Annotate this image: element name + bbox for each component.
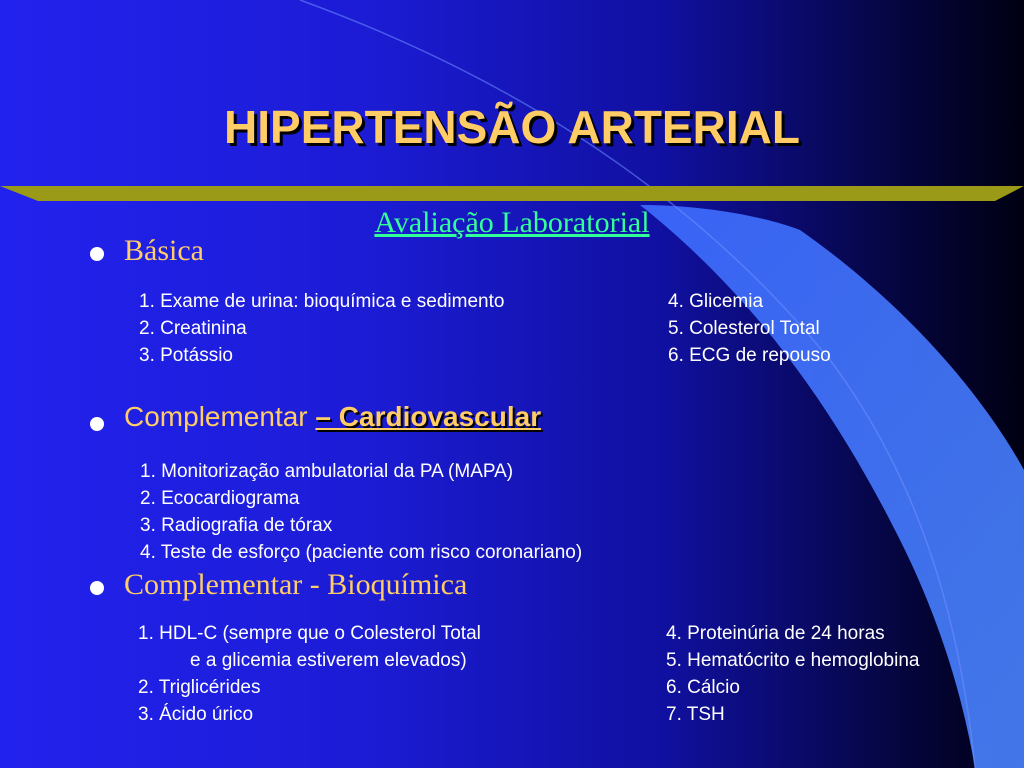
slide-title: HIPERTENSÃO ARTERIAL [224,101,800,153]
list-item: 4. Teste de esforço (paciente com risco coronariano) [140,542,583,563]
list-item: e a glicemia estiverem elevados) [190,650,467,671]
cardiovascular-heading-suffix: – Cardiovascular [315,401,542,432]
slide-subtitle: Avaliação Laboratorial [374,206,650,239]
list-item: 4. Proteinúria de 24 horas [666,623,885,644]
bioquimica-right-list [666,620,919,728]
list-item: 6. Cálcio [666,677,740,698]
list-item: 2. Triglicérides [138,677,261,698]
bullet-icon [90,581,104,595]
section-heading-basica: Básica [124,234,204,267]
list-item: 7. TSH [666,704,725,725]
title-divider-bar [0,186,1024,201]
list-item: 2. Creatinina [139,318,247,339]
list-item: 3. Radiografia de tórax [140,515,333,536]
section-heading-cardiovascular [124,401,541,433]
list-item: 6. ECG de repouso [668,345,831,366]
list-item: 2. Ecocardiograma [140,488,300,509]
cardiovascular-heading-prefix: Complementar [124,401,308,432]
list-item: 3. Potássio [139,345,233,366]
bullet-icon [90,247,104,261]
section-heading-bioquimica: Complementar - Bioquímica [124,568,468,601]
list-item: 1. Monitorização ambulatorial da PA (MAPA) [140,461,514,482]
list-item: 1. Exame de urina: bioquímica e sedimento [139,291,505,312]
list-item: 4. Glicemia [668,291,764,312]
list-item: 1. HDL-C (sempre que o Colesterol Total [138,623,481,644]
list-item: 5. Colesterol Total [668,318,820,339]
basica-right-list [668,288,831,369]
bullet-icon [90,417,104,431]
list-item: 5. Hematócrito e hemoglobina [666,650,920,671]
bioquimica-left-list [138,620,481,728]
cardiovascular-list [140,458,582,566]
list-item: 3. Ácido úrico [138,704,254,725]
basica-left-list [139,288,504,369]
